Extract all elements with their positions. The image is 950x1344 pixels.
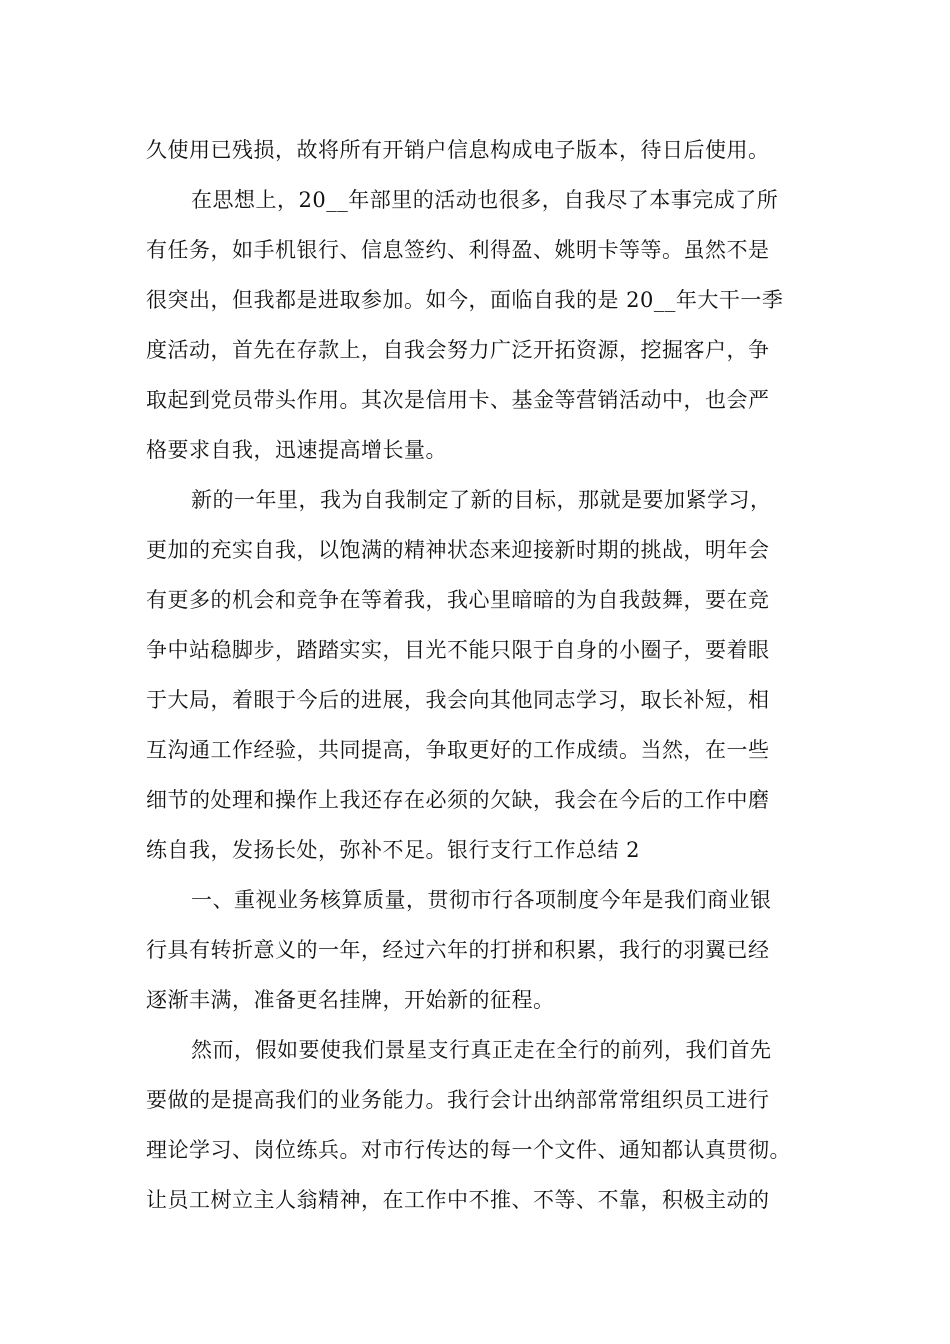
text-line: 让员工树立主人翁精神，在工作中不推、不等、不靠，积极主动的 bbox=[146, 1188, 770, 1212]
text-line: 练自我，发扬长处，弥补不足。银行支行工作总结 2 bbox=[146, 838, 641, 862]
text-line: 格要求自我，迅速提高增长量。 bbox=[146, 438, 447, 462]
text-line: 于大局，着眼于今后的进展，我会向其他同志学习，取长补短，相 bbox=[146, 688, 770, 712]
text-line: 行具有转折意义的一年，经过六年的打拼和积累，我行的羽翼已经 bbox=[146, 938, 770, 962]
text-line: 有更多的机会和竞争在等着我，我心里暗暗的为自我鼓舞，要在竞 bbox=[146, 588, 770, 612]
text-line: 争中站稳脚步，踏踏实实，目光不能只限于自身的小圈子，要着眼 bbox=[146, 638, 770, 662]
text-line: 久使用已残损，故将所有开销户信息构成电子版本，待日后使用。 bbox=[146, 138, 770, 162]
paragraph-start-line: 然而，假如要使我们景星支行真正走在全行的前列，我们首先 bbox=[191, 1038, 772, 1062]
text-line: 要做的是提高我们的业务能力。我行会计出纳部常常组织员工进行 bbox=[146, 1088, 770, 1112]
text-line: 逐渐丰满，准备更名挂牌，开始新的征程。 bbox=[146, 988, 555, 1012]
text-line: 有任务，如手机银行、信息签约、利得盈、姚明卡等等。虽然不是 bbox=[146, 238, 770, 262]
text-line: 细节的处理和操作上我还存在必须的欠缺，我会在今后的工作中磨 bbox=[146, 788, 770, 812]
text-line: 很突出，但我都是进取参加。如今，面临自我的是 20__年大干一季 bbox=[146, 288, 784, 312]
text-line: 理论学习、岗位练兵。对市行传达的每一个文件、通知都认真贯彻。 bbox=[146, 1138, 791, 1162]
text-line: 度活动，首先在存款上，自我会努力广泛开拓资源，挖掘客户，争 bbox=[146, 338, 770, 362]
text-line: 取起到党员带头作用。其次是信用卡、基金等营销活动中，也会严 bbox=[146, 388, 770, 412]
paragraph-start-line: 一、重视业务核算质量，贯彻市行各项制度今年是我们商业银 bbox=[191, 888, 772, 912]
paragraph-start-line: 新的一年里，我为自我制定了新的目标，那就是要加紧学习， bbox=[191, 488, 772, 512]
text-line: 更加的充实自我，以饱满的精神状态来迎接新时期的挑战，明年会 bbox=[146, 538, 770, 562]
paragraph-start-line: 在思想上，20__年部里的活动也很多，自我尽了本事完成了所 bbox=[191, 188, 779, 212]
text-line: 互沟通工作经验，共同提高，争取更好的工作成绩。当然，在一些 bbox=[146, 738, 770, 762]
